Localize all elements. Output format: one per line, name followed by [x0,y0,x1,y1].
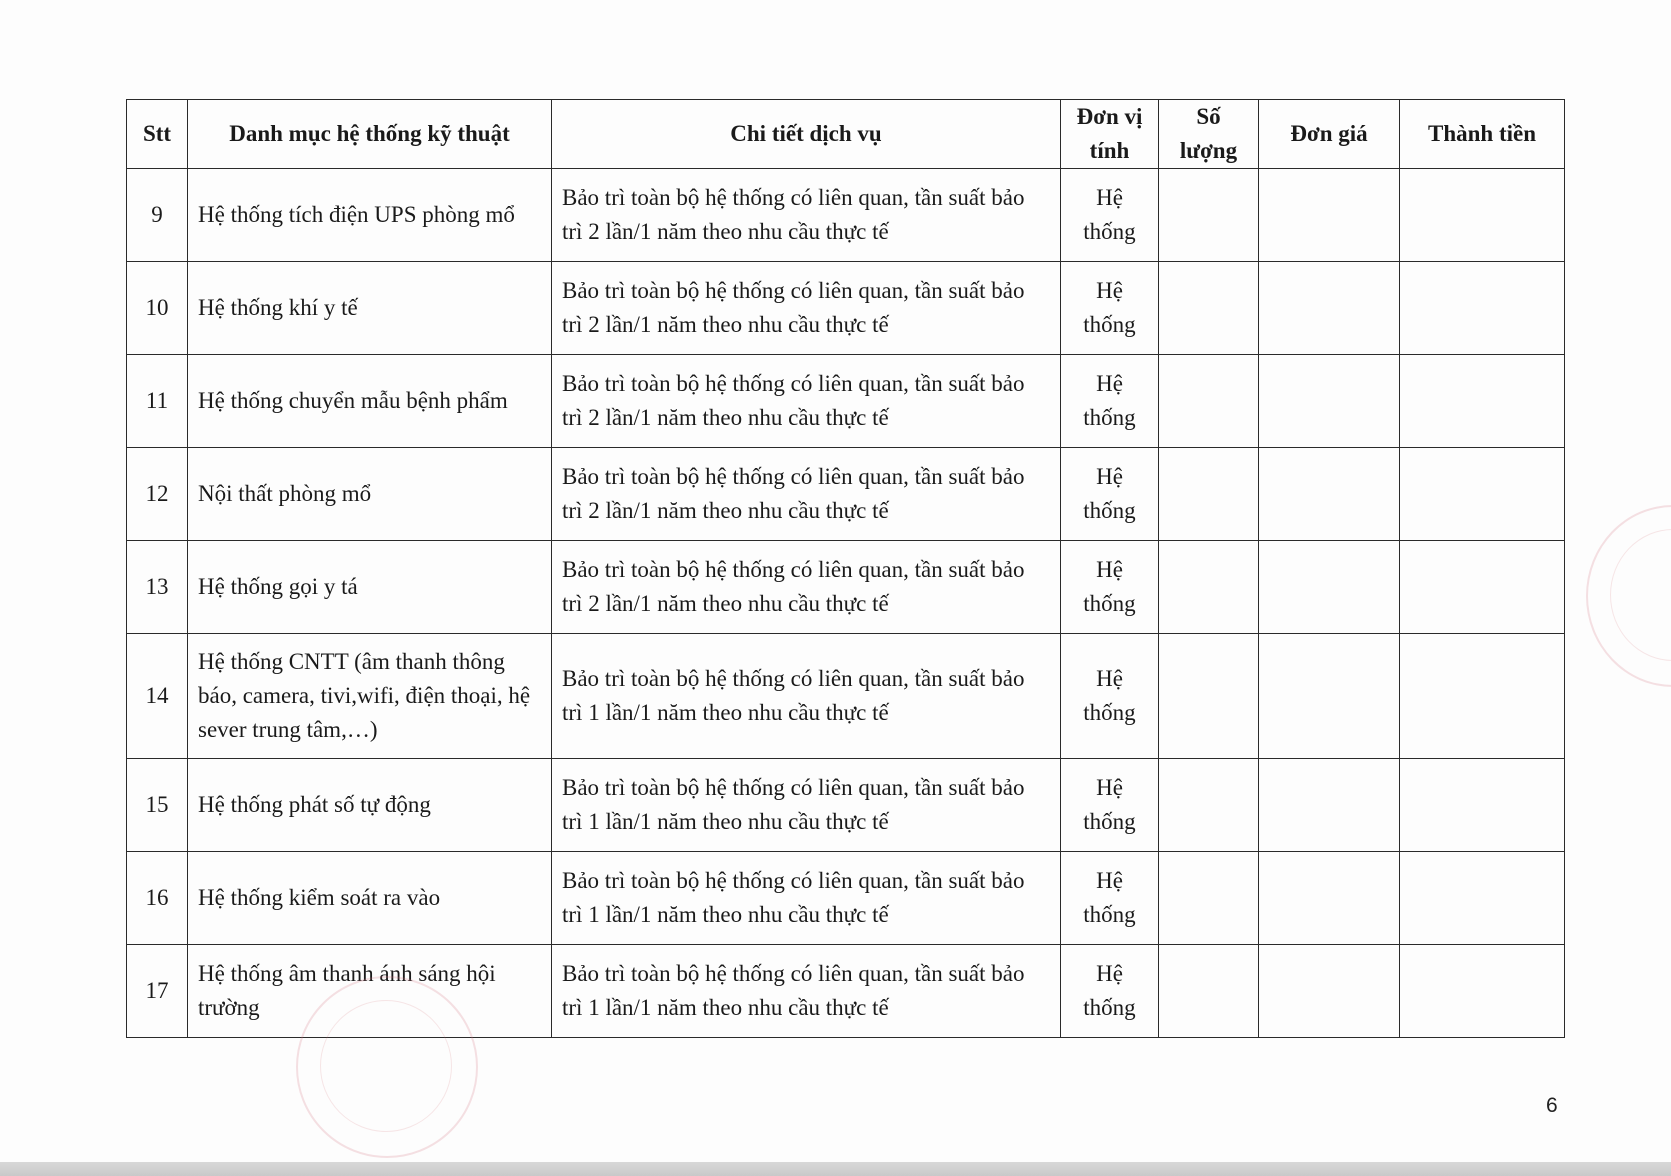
header-unit-price: Đơn giá [1259,100,1400,169]
cell-service-detail: Bảo trì toàn bộ hệ thống có liên quan, tần suất bảo trì 1 lần/1 năm theo nhu cầu thực tế [552,852,1061,945]
cell-unit-line2: thống [1083,902,1136,927]
table-row [127,262,1565,355]
cell-unit-line1: Hệ [1096,278,1123,303]
cell-quantity [1159,355,1259,448]
cell-quantity [1159,169,1259,262]
cell-total [1400,355,1565,448]
cell-unit-price [1259,759,1400,852]
cell-unit [1061,169,1159,262]
cell-unit-line2: thống [1083,995,1136,1020]
cell-system-name: Hệ thống phát số tự động [188,759,552,852]
table-row [127,448,1565,541]
services-table [126,99,1565,1038]
cell-unit [1061,945,1159,1038]
cell-unit [1061,541,1159,634]
cell-total [1400,852,1565,945]
cell-total [1400,169,1565,262]
table-header-row [127,100,1565,169]
cell-system-name: Hệ thống gọi y tá [188,541,552,634]
cell-total [1400,759,1565,852]
cell-unit-price [1259,852,1400,945]
table-row [127,541,1565,634]
table-row [127,759,1565,852]
cell-stt: 13 [127,541,188,634]
cell-service-detail: Bảo trì toàn bộ hệ thống có liên quan, tần suất bảo trì 2 lần/1 năm theo nhu cầu thực tế [552,169,1061,262]
seal-stamp-right [1586,505,1671,687]
cell-unit-price [1259,448,1400,541]
cell-quantity [1159,448,1259,541]
cell-stt: 16 [127,852,188,945]
header-unit-line1: Đơn vị [1076,104,1143,129]
cell-unit [1061,448,1159,541]
cell-system-name: Nội thất phòng mổ [188,448,552,541]
cell-unit-line2: thống [1083,700,1136,725]
cell-unit-line1: Hệ [1096,961,1123,986]
cell-total [1400,541,1565,634]
cell-service-detail: Bảo trì toàn bộ hệ thống có liên quan, tần suất bảo trì 2 lần/1 năm theo nhu cầu thực tế [552,448,1061,541]
cell-stt: 14 [127,634,188,759]
cell-quantity [1159,634,1259,759]
table-row [127,634,1565,759]
cell-unit-line2: thống [1083,591,1136,616]
cell-service-detail: Bảo trì toàn bộ hệ thống có liên quan, tần suất bảo trì 2 lần/1 năm theo nhu cầu thực tế [552,355,1061,448]
cell-stt: 11 [127,355,188,448]
cell-system-name: Hệ thống khí y tế [188,262,552,355]
table-row [127,169,1565,262]
cell-unit [1061,759,1159,852]
cell-unit-line2: thống [1083,498,1136,523]
cell-stt: 15 [127,759,188,852]
cell-unit-line1: Hệ [1096,868,1123,893]
cell-service-detail: Bảo trì toàn bộ hệ thống có liên quan, tần suất bảo trì 1 lần/1 năm theo nhu cầu thực tế [552,759,1061,852]
cell-service-detail: Bảo trì toàn bộ hệ thống có liên quan, tần suất bảo trì 1 lần/1 năm theo nhu cầu thực tế [552,945,1061,1038]
cell-stt: 12 [127,448,188,541]
cell-unit-line2: thống [1083,809,1136,834]
page-number: 6 [1546,1094,1558,1117]
header-quantity [1159,100,1259,169]
cell-quantity [1159,541,1259,634]
header-total: Thành tiền [1400,100,1565,169]
scan-bottom-edge [0,1162,1671,1176]
cell-unit-line1: Hệ [1096,666,1123,691]
cell-system-name: Hệ thống CNTT (âm thanh thông báo, camera, tivi,wifi, điện thoại, hệ sever trung tâm,…) [188,634,552,759]
header-detail: Chi tiết dịch vụ [552,100,1061,169]
table-row [127,852,1565,945]
cell-total [1400,945,1565,1038]
table-row [127,945,1565,1038]
header-category: Danh mục hệ thống kỹ thuật [188,100,552,169]
cell-unit-line1: Hệ [1096,185,1123,210]
cell-total [1400,448,1565,541]
header-quantity-line1: Số [1196,104,1221,129]
table-row [127,355,1565,448]
cell-unit-line1: Hệ [1096,557,1123,582]
cell-stt: 9 [127,169,188,262]
cell-unit-price [1259,945,1400,1038]
cell-unit-line1: Hệ [1096,371,1123,396]
cell-unit-line1: Hệ [1096,775,1123,800]
header-unit-line2: tính [1089,138,1130,163]
cell-unit-price [1259,634,1400,759]
cell-unit-price [1259,355,1400,448]
cell-system-name: Hệ thống âm thanh ánh sáng hội trường [188,945,552,1038]
cell-unit [1061,852,1159,945]
header-stt: Stt [127,100,188,169]
cell-quantity [1159,852,1259,945]
cell-stt: 17 [127,945,188,1038]
cell-system-name: Hệ thống chuyển mẫu bệnh phẩm [188,355,552,448]
cell-stt: 10 [127,262,188,355]
cell-service-detail: Bảo trì toàn bộ hệ thống có liên quan, tần suất bảo trì 1 lần/1 năm theo nhu cầu thực tế [552,634,1061,759]
header-unit [1061,100,1159,169]
cell-service-detail: Bảo trì toàn bộ hệ thống có liên quan, tần suất bảo trì 2 lần/1 năm theo nhu cầu thực tế [552,262,1061,355]
cell-unit-line2: thống [1083,312,1136,337]
cell-unit [1061,262,1159,355]
cell-quantity [1159,759,1259,852]
cell-unit [1061,634,1159,759]
cell-unit [1061,355,1159,448]
cell-total [1400,262,1565,355]
cell-service-detail: Bảo trì toàn bộ hệ thống có liên quan, tần suất bảo trì 2 lần/1 năm theo nhu cầu thực tế [552,541,1061,634]
header-quantity-line2: lượng [1179,138,1238,163]
cell-unit-line2: thống [1083,405,1136,430]
cell-unit-line2: thống [1083,219,1136,244]
cell-unit-line1: Hệ [1096,464,1123,489]
cell-system-name: Hệ thống tích điện UPS phòng mổ [188,169,552,262]
cell-unit-price [1259,169,1400,262]
cell-quantity [1159,262,1259,355]
cell-unit-price [1259,541,1400,634]
cell-quantity [1159,945,1259,1038]
cell-system-name: Hệ thống kiểm soát ra vào [188,852,552,945]
cell-total [1400,634,1565,759]
cell-unit-price [1259,262,1400,355]
